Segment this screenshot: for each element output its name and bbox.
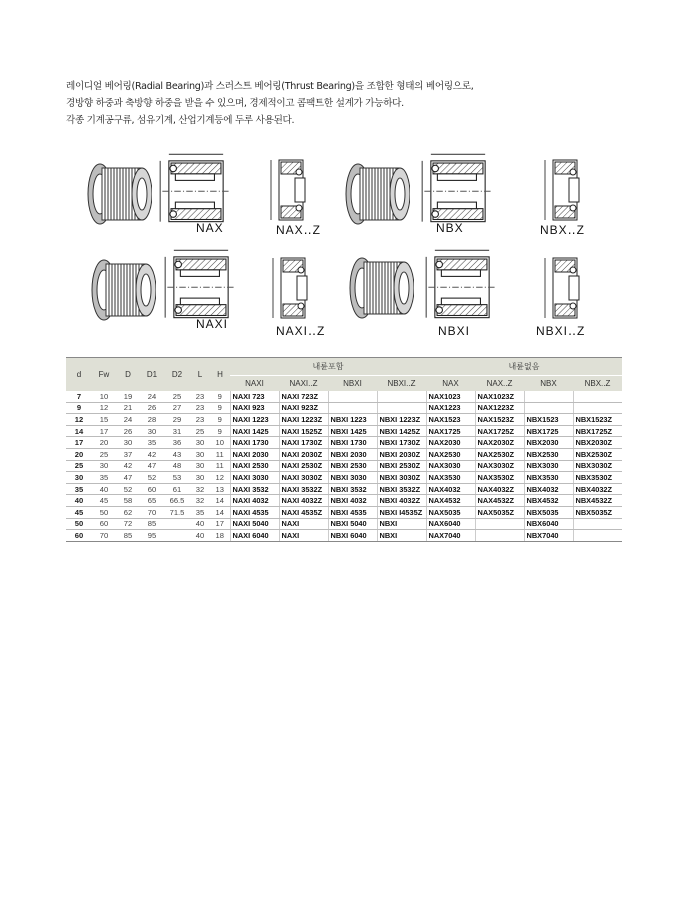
cell-l: 30 [190, 448, 210, 460]
cell-part-number: NAX3530Z [475, 472, 524, 484]
intro-line: 각종 기계공구류, 섬유기계, 산업기계등에 두루 사용된다. [66, 115, 295, 126]
table-row [66, 414, 622, 426]
cell-h: 13 [210, 483, 230, 495]
cell-part-number: NBX2530 [524, 448, 573, 460]
cell-d: 52 [116, 483, 140, 495]
cell-d2: 27 [164, 402, 190, 414]
cell-part-number: NAXI [279, 518, 328, 530]
cell-fw: 30 [92, 460, 116, 472]
cell-d1: 60 [140, 483, 164, 495]
cell-d: 21 [116, 402, 140, 414]
cell-fw: 25 [92, 448, 116, 460]
cell-part-number: NBXI 1730 [328, 437, 377, 449]
cell-d1: 35 [140, 437, 164, 449]
cell-h: 11 [210, 448, 230, 460]
cell-fw: 50 [92, 506, 116, 518]
cell-part-number: NBXI 2530Z [377, 460, 426, 472]
cell-part-number: NAX4032 [426, 483, 475, 495]
table-row [66, 483, 622, 495]
cell-part-number: NAX4532Z [475, 495, 524, 507]
nbx-section-drawing [418, 150, 498, 226]
cell-part-number: NAX6040 [426, 518, 475, 530]
cell-part-number: NBX3030 [524, 460, 573, 472]
cell-d: 30 [66, 472, 92, 484]
cell-h: 17 [210, 518, 230, 530]
cell-fw: 70 [92, 530, 116, 542]
cell-part-number: NBX7040 [524, 530, 573, 542]
cell-part-number: NBX2030 [524, 437, 573, 449]
cell-part-number: NAXI 2530Z [279, 460, 328, 472]
cell-part-number: NAXI 923 [230, 402, 279, 414]
cell-part-number: NBX6040 [524, 518, 573, 530]
cell-part-number: NBXI 2530 [328, 460, 377, 472]
cell-part-number: NBXI 3030Z [377, 472, 426, 484]
cell-part-number: NBX4532 [524, 495, 573, 507]
cell-d: 85 [116, 530, 140, 542]
cell-d: 20 [66, 448, 92, 460]
cell-l: 32 [190, 495, 210, 507]
cell-d2 [164, 530, 190, 542]
caption-nbxi-z: NBXI‥Z [536, 324, 586, 338]
cell-d2: 53 [164, 472, 190, 484]
cell-part-number [573, 530, 622, 542]
cell-d: 24 [116, 414, 140, 426]
cell-d2: 43 [164, 448, 190, 460]
cell-part-number: NAX1523Z [475, 414, 524, 426]
cell-part-number [524, 402, 573, 414]
cell-part-number [377, 391, 426, 402]
naxi-photo [90, 256, 156, 326]
cell-part-number: NAXI 2030Z [279, 448, 328, 460]
cell-d: 12 [66, 414, 92, 426]
cell-d: 7 [66, 391, 92, 402]
caption-nbxi: NBXI [438, 324, 471, 338]
cell-fw: 20 [92, 437, 116, 449]
col-header-D2: D2 [164, 358, 190, 392]
cell-h: 9 [210, 402, 230, 414]
cell-l: 40 [190, 530, 210, 542]
cell-part-number: NAX2530Z [475, 448, 524, 460]
cell-part-number: NBXI 3532Z [377, 483, 426, 495]
cell-part-number: NAX1725 [426, 425, 475, 437]
cell-part-number: NBXI 2030 [328, 448, 377, 460]
cell-part-number: NBXI 1730Z [377, 437, 426, 449]
nbxi-section-drawing [422, 246, 502, 322]
cell-l: 25 [190, 425, 210, 437]
cell-part-number [573, 402, 622, 414]
cell-part-number [328, 402, 377, 414]
caption-naxi-z: NAXI‥Z [276, 324, 326, 338]
col-header-naxi: NAXI [230, 376, 279, 392]
cell-l: 23 [190, 402, 210, 414]
cell-part-number: NBXI 1223 [328, 414, 377, 426]
cell-part-number [475, 530, 524, 542]
cell-d: 26 [116, 425, 140, 437]
col-header-nax: NAX [426, 376, 475, 392]
table-row [66, 495, 622, 507]
cell-d: 42 [116, 460, 140, 472]
cell-part-number: NBX5035Z [573, 506, 622, 518]
cell-d1: 47 [140, 460, 164, 472]
cell-part-number: NBXI [377, 518, 426, 530]
cell-d1: 70 [140, 506, 164, 518]
cell-part-number: NAXI 3532 [230, 483, 279, 495]
cell-d2: 61 [164, 483, 190, 495]
cell-part-number: NBXI 1223Z [377, 414, 426, 426]
col-header-nbx: NBX [524, 376, 573, 392]
cell-h: 9 [210, 425, 230, 437]
cell-part-number: NAXI 923Z [279, 402, 328, 414]
caption-naxi: NAXI [196, 317, 229, 331]
cell-part-number: NBX3530Z [573, 472, 622, 484]
col-header-nbxi: NBXI [328, 376, 377, 392]
cell-part-number: NBXI 3532 [328, 483, 377, 495]
specification-table [66, 357, 622, 542]
cell-part-number: NAXI 4535 [230, 506, 279, 518]
cell-d: 45 [66, 506, 92, 518]
cell-d: 9 [66, 402, 92, 414]
nbxi-z-section-drawing [540, 250, 586, 322]
cell-part-number: NBXI [377, 530, 426, 542]
intro-text [66, 78, 666, 129]
cell-part-number: NAX1523 [426, 414, 475, 426]
cell-part-number: NBXI 4032 [328, 495, 377, 507]
cell-d1: 24 [140, 391, 164, 402]
cell-l: 32 [190, 483, 210, 495]
cell-part-number: NAXI 2030 [230, 448, 279, 460]
col-header-naxi-z: NAXI..Z [279, 376, 328, 392]
cell-l: 40 [190, 518, 210, 530]
cell-part-number: NBX4532Z [573, 495, 622, 507]
cell-h: 18 [210, 530, 230, 542]
cell-part-number: NAX1023Z [475, 391, 524, 402]
cell-part-number: NAXI 4032Z [279, 495, 328, 507]
nax-section-drawing [158, 150, 234, 226]
cell-d2: 29 [164, 414, 190, 426]
naxi-section-drawing [158, 246, 244, 322]
intro-line: 경방향 하중과 축방향 하중을 받을 수 있으며, 경제적이고 콤팩트한 설계가 가능하다. [66, 98, 404, 109]
cell-part-number: NAXI 6040 [230, 530, 279, 542]
cell-part-number: NBX3030Z [573, 460, 622, 472]
cell-part-number: NAX3530 [426, 472, 475, 484]
cell-part-number: NAX3030 [426, 460, 475, 472]
cell-part-number [524, 391, 573, 402]
cell-h: 11 [210, 460, 230, 472]
cell-l: 30 [190, 460, 210, 472]
table-row [66, 391, 622, 402]
cell-fw: 35 [92, 472, 116, 484]
cell-d2: 36 [164, 437, 190, 449]
cell-part-number: NAX2530 [426, 448, 475, 460]
cell-part-number: NBX2030Z [573, 437, 622, 449]
cell-part-number: NAXI 1425 [230, 425, 279, 437]
cell-part-number: NAX5035Z [475, 506, 524, 518]
cell-part-number: NAXI 2530 [230, 460, 279, 472]
col-header-L: L [190, 358, 210, 392]
cell-part-number: NBX2530Z [573, 448, 622, 460]
table-row [66, 506, 622, 518]
cell-d1: 65 [140, 495, 164, 507]
cell-d: 47 [116, 472, 140, 484]
cell-part-number: NAX4532 [426, 495, 475, 507]
cell-part-number: NBXI 3030 [328, 472, 377, 484]
cell-d: 35 [66, 483, 92, 495]
table-body [66, 391, 622, 541]
cell-l: 23 [190, 414, 210, 426]
col-header-d: d [66, 358, 92, 392]
caption-nax-z: NAX‥Z [276, 223, 322, 237]
table-row [66, 437, 622, 449]
cell-d: 60 [66, 530, 92, 542]
cell-part-number: NBX1523 [524, 414, 573, 426]
col-header-nbx-z: NBX..Z [573, 376, 622, 392]
cell-part-number: NAXI 1223Z [279, 414, 328, 426]
cell-h: 9 [210, 414, 230, 426]
cell-part-number: NAX5035 [426, 506, 475, 518]
nbxi-photo [348, 254, 414, 324]
nax-z-section-drawing [266, 152, 312, 224]
cell-part-number: NAXI 1525Z [279, 425, 328, 437]
cell-d: 25 [66, 460, 92, 472]
cell-d1: 52 [140, 472, 164, 484]
cell-fw: 10 [92, 391, 116, 402]
cell-part-number: NBXI 5040 [328, 518, 377, 530]
cell-fw: 40 [92, 483, 116, 495]
cell-d1: 30 [140, 425, 164, 437]
cell-part-number: NBX5035 [524, 506, 573, 518]
col-header-H: H [210, 358, 230, 392]
table-row [66, 460, 622, 472]
cell-d: 19 [116, 391, 140, 402]
cell-d1: 85 [140, 518, 164, 530]
cell-part-number: NAX7040 [426, 530, 475, 542]
table-row [66, 518, 622, 530]
nbx-z-section-drawing [540, 152, 586, 224]
naxi-z-section-drawing [268, 250, 314, 322]
cell-part-number [475, 518, 524, 530]
cell-fw: 17 [92, 425, 116, 437]
bearing-figures [66, 150, 626, 350]
nbx-photo [344, 160, 410, 230]
caption-nbx: NBX [436, 221, 464, 235]
cell-part-number: NBX4032Z [573, 483, 622, 495]
cell-part-number: NAXI 3030 [230, 472, 279, 484]
cell-l: 23 [190, 391, 210, 402]
cell-part-number: NAXI 4535Z [279, 506, 328, 518]
cell-d2: 25 [164, 391, 190, 402]
cell-fw: 12 [92, 402, 116, 414]
cell-fw: 15 [92, 414, 116, 426]
cell-part-number: NAX3030Z [475, 460, 524, 472]
cell-part-number: NAXI 3030Z [279, 472, 328, 484]
cell-d1: 26 [140, 402, 164, 414]
cell-part-number: NAX2030 [426, 437, 475, 449]
cell-part-number: NAX2030Z [475, 437, 524, 449]
cell-part-number: NAXI 1730Z [279, 437, 328, 449]
group-header-without-inner-ring: 내륜없음 [426, 358, 622, 376]
cell-d: 17 [66, 437, 92, 449]
cell-part-number: NBX4032 [524, 483, 573, 495]
group-header-with-inner-ring: 내륜포함 [230, 358, 426, 376]
cell-h: 14 [210, 495, 230, 507]
cell-d: 50 [66, 518, 92, 530]
cell-d1: 42 [140, 448, 164, 460]
caption-nbx-z: NBX‥Z [540, 223, 586, 237]
cell-part-number: NBXI 4535 [328, 506, 377, 518]
cell-part-number [573, 518, 622, 530]
col-header-nax-z: NAX..Z [475, 376, 524, 392]
cell-l: 30 [190, 437, 210, 449]
cell-l: 30 [190, 472, 210, 484]
intro-line: 레이디얼 베어링(Radial Bearing)과 스러스트 베어링(Thrust Bearing)을 조합한 형태의 베어링으로, [66, 81, 474, 92]
cell-d1: 95 [140, 530, 164, 542]
cell-part-number: NAXI 723 [230, 391, 279, 402]
cell-h: 10 [210, 437, 230, 449]
cell-fw: 60 [92, 518, 116, 530]
cell-l: 35 [190, 506, 210, 518]
cell-part-number: NAX1725Z [475, 425, 524, 437]
table-row [66, 402, 622, 414]
cell-part-number: NAXI 5040 [230, 518, 279, 530]
cell-part-number: NBXI I4535Z [377, 506, 426, 518]
cell-d: 62 [116, 506, 140, 518]
cell-part-number: NAX4032Z [475, 483, 524, 495]
cell-h: 14 [210, 506, 230, 518]
cell-d2 [164, 518, 190, 530]
cell-fw: 45 [92, 495, 116, 507]
cell-d: 58 [116, 495, 140, 507]
cell-part-number: NBX3530 [524, 472, 573, 484]
cell-part-number [377, 402, 426, 414]
col-header-nbxi-z: NBXI..Z [377, 376, 426, 392]
cell-d2: 66.5 [164, 495, 190, 507]
caption-nax: NAX [196, 221, 224, 235]
cell-d: 37 [116, 448, 140, 460]
cell-part-number [328, 391, 377, 402]
cell-part-number: NAX1023 [426, 391, 475, 402]
cell-part-number: NBXI 4032Z [377, 495, 426, 507]
cell-d2: 31 [164, 425, 190, 437]
cell-d2: 71.5 [164, 506, 190, 518]
cell-d: 14 [66, 425, 92, 437]
table-row [66, 448, 622, 460]
cell-part-number: NBXI 1425 [328, 425, 377, 437]
col-header-fw: Fw [92, 358, 116, 392]
cell-part-number: NBXI 1425Z [377, 425, 426, 437]
table-header [66, 358, 622, 392]
cell-d: 30 [116, 437, 140, 449]
table-row [66, 425, 622, 437]
cell-part-number: NBXI 6040 [328, 530, 377, 542]
cell-part-number: NAXI 1223 [230, 414, 279, 426]
table-row [66, 472, 622, 484]
cell-part-number: NAXI 1730 [230, 437, 279, 449]
cell-part-number: NBX1523Z [573, 414, 622, 426]
cell-d1: 28 [140, 414, 164, 426]
cell-part-number: NAXI 4032 [230, 495, 279, 507]
cell-part-number: NAXI 723Z [279, 391, 328, 402]
col-header-D: D [116, 358, 140, 392]
cell-h: 12 [210, 472, 230, 484]
nax-photo [86, 160, 152, 230]
cell-h: 9 [210, 391, 230, 402]
cell-part-number: NBXI 2030Z [377, 448, 426, 460]
col-header-D1: D1 [140, 358, 164, 392]
cell-part-number: NBX1725Z [573, 425, 622, 437]
table-row [66, 530, 622, 542]
cell-part-number: NAX1223 [426, 402, 475, 414]
cell-d: 40 [66, 495, 92, 507]
cell-d: 72 [116, 518, 140, 530]
cell-part-number: NBX1725 [524, 425, 573, 437]
cell-part-number: NAXI 3532Z [279, 483, 328, 495]
cell-part-number [573, 391, 622, 402]
cell-part-number: NAXI [279, 530, 328, 542]
cell-part-number: NAX1223Z [475, 402, 524, 414]
cell-d2: 48 [164, 460, 190, 472]
